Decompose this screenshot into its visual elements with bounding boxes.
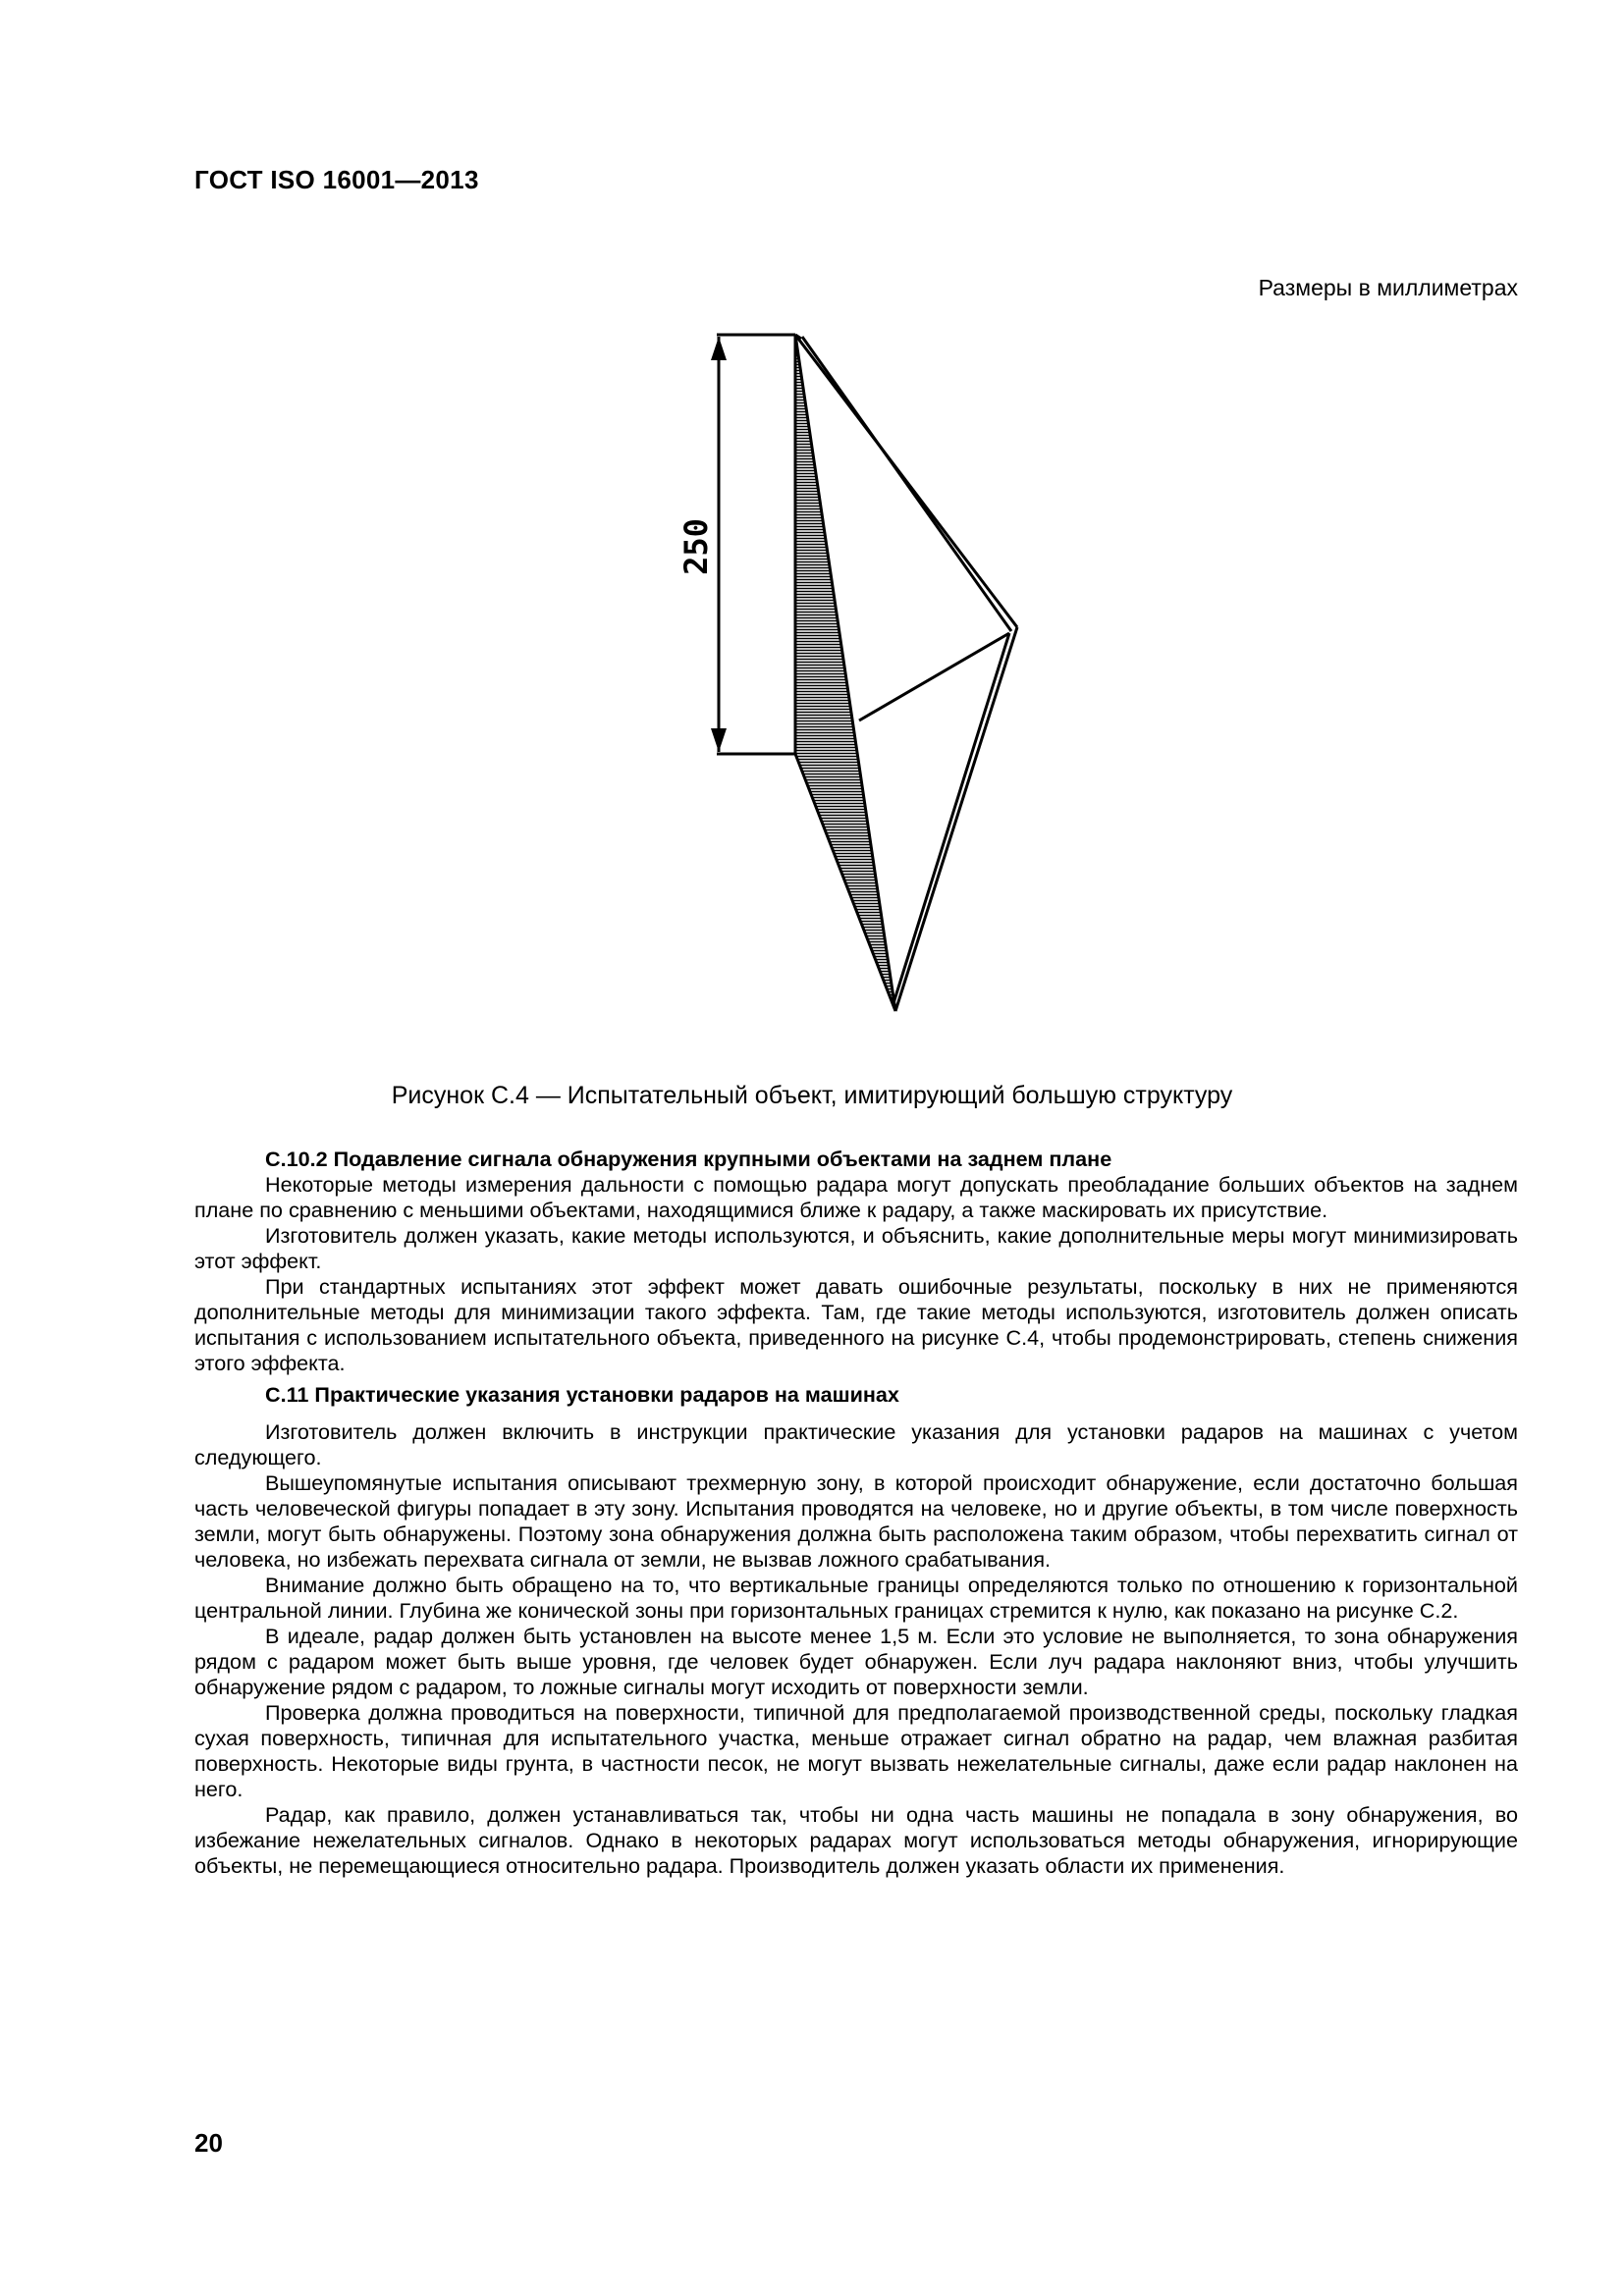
dimension-line <box>711 335 795 754</box>
document-code: ГОСТ ISO 16001—2013 <box>194 165 479 194</box>
paragraph: Изготовитель должен включить в инструкции практические указания для установки радаров на машинах с учетом следующего. <box>194 1419 1518 1469</box>
paragraph: Проверка должна проводиться на поверхности, типичной для предполагаемой производственной среды, поскольку гладкая сухая поверхность, типичная для испытательного участка, меньше отражает сигнал обратно на радар, чем влажная разбитая поверхность. Некоторые виды грунта, в частности песок, не могут вызвать нежелательные сигналы, даже если радар наклонен на него. <box>194 1700 1518 1801</box>
figure-caption: Рисунок С.4 — Испытательный объект, имитирующий большую структуру <box>391 1082 1233 1109</box>
paragraph: Внимание должно быть обращено на то, что вертикальные границы определяются только по отношению к горизонтальной центральной линии. Глубина же конической зоны при горизонтальных границах стремится к нулю, как показано на рисунке С.2. <box>194 1573 1518 1623</box>
paragraph: Некоторые методы измерения дальности с помощью радара могут допускать преобладание больших объектов на заднем плане по сравнению с меньшими объектами, находящимися ближе к радару, а также маскировать их присутствие. <box>194 1172 1518 1222</box>
body-text <box>194 1147 1518 1879</box>
test-object-drawing <box>648 319 1041 1026</box>
section-heading-c10-2: С.10.2 Подавление сигнала обнаружения крупными объектами на заднем плане <box>265 1147 1112 1171</box>
dimension-label: 250 <box>677 518 715 575</box>
figure-c4 <box>648 319 1041 1026</box>
page-number: 20 <box>194 2128 223 2158</box>
paragraph: Изготовитель должен указать, какие методы используются, и объяснить, какие дополнительные меры могут минимизировать этот эффект. <box>194 1223 1518 1273</box>
section-heading-c11: С.11 Практические указания установки радаров на машинах <box>265 1382 899 1407</box>
arrow-up-icon <box>711 337 727 360</box>
paragraph: При стандартных испытаниях этот эффект может давать ошибочные результаты, поскольку в них не применяются дополнительные методы для минимизации такого эффекта. Там, где такие методы используются, изготовитель должен описать испытания с использованием испытательного объекта, приведенного на рисунке С.4, чтобы продемонстрировать, степень снижения этого эффекта. <box>194 1274 1518 1375</box>
paragraph: Вышеупомянутые испытания описывают трехмерную зону, в которой происходит обнаружение, если достаточно большая часть человеческой фигуры попадает в эту зону. Испытания проводятся на человеке, но и другие объекты, в том числе поверхность земли, могут быть обнаружены. Поэтому зона обнаружения должна быть расположена таким образом, чтобы перехватить сигнал от человека, но избежать перехвата сигнала от земли, не вызвав ложного срабатывания. <box>194 1470 1518 1572</box>
units-note: Размеры в миллиметрах <box>1258 275 1518 300</box>
paragraph: В идеале, радар должен быть установлен на высоте менее 1,5 м. Если это условие не выполняется, то зона обнаружения рядом с радаром может быть выше уровня, где человек будет обнаружен. Если луч радара наклоняют вниз, чтобы улучшить обнаружение рядом с радаром, то ложные сигналы могут исходить от поверхности земли. <box>194 1624 1518 1699</box>
arrow-down-icon <box>711 728 727 752</box>
paragraph: Радар, как правило, должен устанавливаться так, чтобы ни одна часть машины не попадала в зону обнаружения, во избежание нежелательных сигналов. Однако в некоторых радарах могут использоваться методы обнаружения, игнорирующие объекты, не перемещающиеся относительно радара. Производитель должен указать области их применения. <box>194 1802 1518 1878</box>
shaded-face <box>795 335 895 1011</box>
